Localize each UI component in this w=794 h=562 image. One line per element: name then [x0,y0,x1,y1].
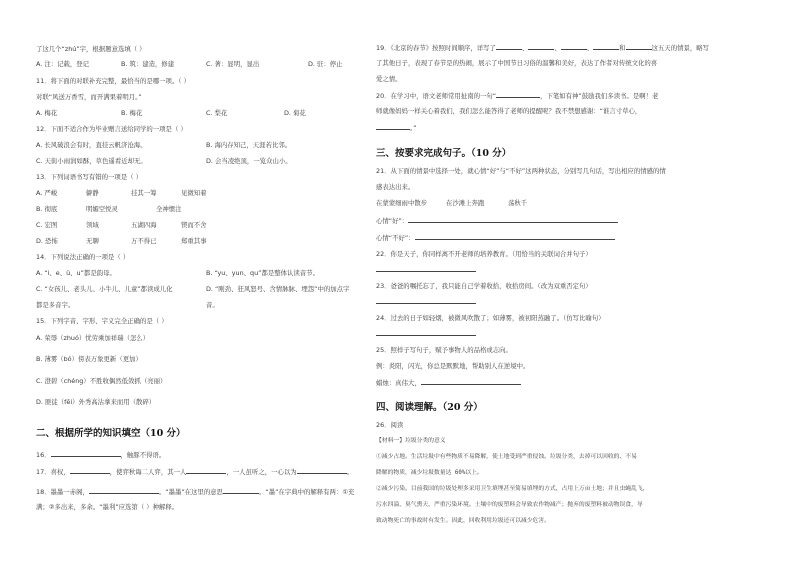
q17-blank-3[interactable] [297,467,347,474]
q15-option-d: D. 匪徒（fěi）外秀高沾拿来而用（散碎） [36,398,156,406]
q19-line [376,43,709,52]
q16-line [36,450,165,459]
q13-word: 五湖四海 [131,221,157,229]
q21-scenes [376,199,716,207]
q19-blank-4[interactable] [593,43,619,50]
q15-option-b: B. 薄雾（bó）傍表万象更新（更加） [36,355,142,363]
q13-word: A. 严峻 [36,189,58,197]
q23: 23．爸爸的嘱托忘了，我只能自己学着收拾，收拾房间。（改为双重否定句） [376,282,592,290]
q20-tail: 。” [410,124,417,132]
q19-and: 和 [619,44,626,52]
q14-stem: 14．下列说法正确的一项是（ ） [36,253,130,261]
q13-option-b-row [36,205,376,213]
q18-b: 。“墨墨”在这里的意思 [158,488,224,496]
material-line: ②减少污染。目前我国的垃圾处理多采用卫生填埋甚至简易填埋的方式，占用上万亩土地；并且虫蝇乱飞， [376,486,649,492]
q14-options-row1 [36,269,376,277]
q18-blank-1[interactable] [89,487,159,494]
q11-stem: 11．将下面的对联补充完整，最恰当的是哪一项。（ ） [36,77,190,85]
mood-good-line [376,216,618,225]
mood-bad-label: 心情“不好”： [376,234,415,242]
section-3-title: 三、按要求完成句子。（10 分） [376,148,512,159]
material-line: 污水四溢，臭气熏天，严重污染环境。土壤中的废塑料会导致农作物减产；抛弃的废塑料被动物误食，导 [376,502,643,508]
q14-option-c-tail: 音。 [206,301,219,309]
q12-option-a: A. 长风破浪会有时，直挂云帆济沧海。 [36,141,147,149]
q20-blank-2[interactable] [376,123,410,130]
q13-word: 僻静 [86,189,99,197]
q19-f: 这五天的情景，略写 [651,44,710,52]
q20-b: ，下笔如有神”鼓励我们多读书。是啊！老 [540,92,659,100]
q13-stem: 13．下列词语书写有错的一项是（ ） [36,173,143,181]
q18-a: 18．墨墨一赤阁， [36,488,89,496]
q19-a: 19．《北京的春节》按照时间顺序，详写了 [376,44,496,52]
q19-blank-5[interactable] [626,43,652,50]
q21-scene: 在蒙蒙细雨中散步 [376,199,428,207]
q13-word: 万不得已 [131,237,157,245]
q17-c: ，一人虽听之，一心以为 [226,468,297,476]
q13-word: 无聊 [86,237,99,245]
q12-option-d: D. 会当凌绝顶，一览众山小。 [206,157,292,165]
q14-option-a: A. “i、e、ü、u”都是韵母。 [36,269,116,277]
q25-fill-line [376,378,521,387]
q10-option-a: A. 注：记载，登记 [36,60,90,68]
q20-line-3 [376,123,417,132]
q18-line-2: 满；②多出来，多余。“墨利”应选第（ ）种解释。 [36,503,179,511]
q15-option-c: C. 澄碧（chéng）不胜收偶然低敛抓（亮丽） [36,377,167,385]
q23-blank[interactable] [376,297,476,304]
material-line: 降解的物质，减少垃圾数量达 60%以上。 [376,470,483,476]
q10-option-d: D. 驻：停止 [308,60,343,68]
q17-a: 17．喜权， [36,468,70,476]
q13-word: 全神惯注 [156,205,182,213]
q20-line-2: 师就像妈妈一样关心着我们，我们怎么能答得了老师的提醒呢？我不禁想感谢：“谁言寸草心， [376,107,642,115]
q25-fill-label: 蜡烛：真伟大， [376,379,421,387]
q14-option-d-tail: 都是多音字。 [36,301,75,309]
q19-sep: 、 [586,44,594,52]
mood-bad-line [376,233,615,242]
q19-blank-3[interactable] [561,43,587,50]
q13-option-d-row [36,237,376,245]
q21-line-2: 感表达出来。 [376,183,415,191]
q16-blank[interactable] [51,450,121,457]
q17-blank-2[interactable] [186,467,226,474]
q11-option-d: D. 菊花 [284,109,306,117]
q23-answer [376,297,476,306]
q12-options-row2 [36,157,376,165]
material-line: 致动物死亡的事故时有发生。因此，回收利用垃圾还可以减少危害。 [376,518,550,524]
q22-blank[interactable] [376,265,476,272]
mood-bad-blank[interactable] [415,233,615,240]
q16-tail: ，触豚不得语。 [120,451,166,459]
q25-blank[interactable] [421,378,521,385]
q13-word: 明媚空悦灵 [86,205,118,213]
q13-word: 见微知着 [181,189,207,197]
q13-word: B. 彻底 [36,205,58,213]
q24: 24．过去的日子如轻烟，被微风吹散了；如薄雾，被初阳蒸融了。（仿写比喻句） [376,314,605,322]
q22-answer [376,265,476,274]
q13-word: 锲而不舍 [181,221,207,229]
q22: 22．你是天子，你同样离不开老师的培养教育。（用恰当的关联词合并句子） [376,250,592,258]
q14-options-row3 [36,301,376,309]
q26: 26．阅读 [376,421,404,429]
q11-option-c: C. 梨花 [206,109,228,117]
q11-options [36,109,376,117]
q10-option-c: C. 著：显明，显出 [206,60,260,68]
q19-line-3: 爱之情。 [376,75,402,83]
q10-tail: 了这几个“zhú”字，根据题意选填（ ） [36,45,146,53]
q14-options-row2 [36,285,376,293]
q11-couplet: 对联“风送万香雪，而开满果着明月。” [36,93,142,101]
q21-scene: 荡秋千 [508,199,528,207]
q12-options-row1 [36,141,376,149]
q17-b: ，使弈秋诲二人弈，其一人 [109,468,187,476]
q19-sep: 、 [554,44,561,52]
q10-option-b: B. 筑：建造，修建 [121,60,175,68]
q13-word: 领域 [86,221,99,229]
mood-good-label: 心情“好”： [376,217,409,225]
q21-stem: 21．从下面的情景中选择一处，就心情“好”与“不好”这两种状态，分别写几句话，写出相应的情感的情 [376,167,666,175]
q13-word: D. 恐怖 [36,237,58,245]
q19-line-2: 了其他日子，表现了春节是的热闹，展示了中国节日习俗的温馨和美好，表达了作者对传统文化的喜 [376,59,658,67]
q13-word: 郑重其事 [181,237,207,245]
q16-number: 16． [36,451,51,459]
q15-stem: 15．下列字音、字形、字义完全正确的是（ ） [36,317,168,325]
q18-c: 。“墨”在字典中的解释有两：①充 [259,488,355,496]
q24-blank[interactable] [376,329,476,336]
q19-blank-1[interactable] [496,43,522,50]
material-line: ①减少占地。生活垃圾中有些物质不易降解，使土地受到严重侵蚀。垃圾分类，去掉可以回收的、不易 [376,454,637,460]
q18-line [36,487,354,496]
q13-word: C. 宏图 [36,221,58,229]
q18-blank-2[interactable] [223,487,259,494]
q17-line [36,467,353,476]
q15-option-a: A. 荣辱（zhuó）忧劳乘加祥瑞（怎么） [36,334,150,342]
q25: 25．照样子写句子，赋予事物人的品格或志向。 [376,346,512,354]
q11-option-a: A. 梅花 [36,109,58,117]
q13-option-a-row [36,189,376,197]
q25-example: 例：炎阳，闪光，你总是默默地，帮助别人在逆境中。 [376,362,530,370]
mood-good-blank[interactable] [408,216,618,223]
q20-line [376,91,658,100]
q19-blank-2[interactable] [528,43,554,50]
q14-option-d: D. “刚劲、狂风怒号、含情脉脉、埋怨”中的加点字 [206,285,350,293]
q11-option-b: B. 梅花 [121,109,143,117]
section-2-title: 二、根据所学的知识填空（10 分） [36,428,186,439]
q19-sep: 、 [521,44,529,52]
q14-option-b: B. “yu、yun、qu”都是整体认读音节。 [206,269,319,277]
q14-option-c: C. “女孩儿、老头儿、小牛儿、儿童”都读成儿化 [36,285,173,293]
q17-d: 。 [346,468,354,476]
section-4-title: 四、阅读理解。（20 分） [376,402,483,413]
q20-a: 20．在学习中，语文老师常用扯南的一句“ [376,92,497,100]
q17-blank-1[interactable] [70,467,110,474]
q12-option-b: B. 海内存知己，天涯若比邻。 [206,141,292,149]
material-title: 【材料一】垃圾分类的意义 [376,438,446,444]
q12-stem: 12．下面不适合作为毕业赠言送给同学的一项是（ ） [36,125,187,133]
q21-scene: 在沙滩上奔跑 [446,199,485,207]
q13-option-c-row [36,221,376,229]
q13-word: 挂其一筹 [131,189,157,197]
q20-blank-1[interactable] [496,91,540,98]
q12-option-c: C. 天街小雨润如酥，草色遥看近却无。 [36,157,147,165]
q10-options [36,60,376,68]
q24-answer [376,329,476,338]
